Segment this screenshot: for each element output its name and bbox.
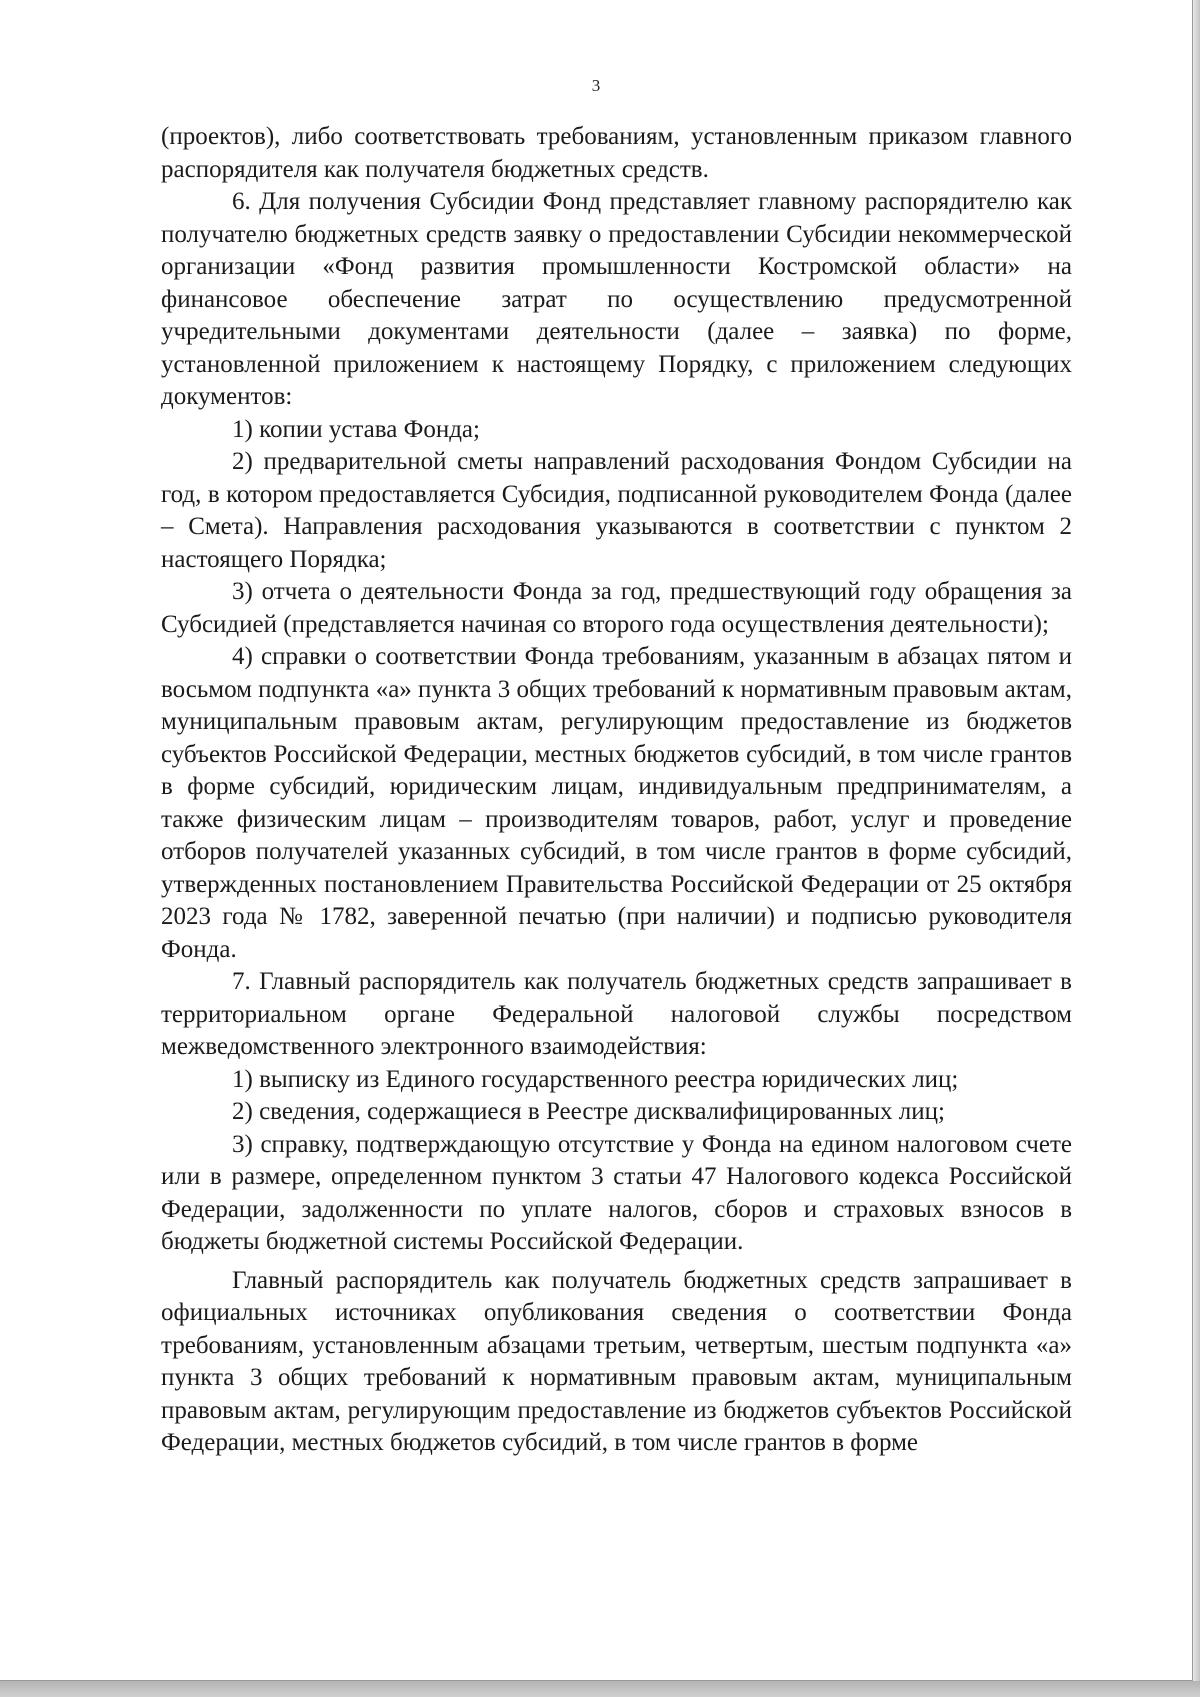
list-item-compliance-certificate: 4) справки о соответствии Фонда требованиям, указанным в абзацах пятом и восьмом подпункта «а» пункта 3 общих требований к нормативным правовым актам, муниципальным правовым актам, регулирующим предоставление из бюджетов субъектов Российской Федерации, местных бюджетов субсидий, в том числе грантов в форме субсидий, юридическим лицам, индивидуальным предпринимателям, а также физическим лицам – производителям товаров, работ, услуг и проведение отборов получателей указанных субсидий, в том числе грантов в форме субсидий, утвержденных постановлением Правительства Российской Федерации от 25 октября 2023 года № 1782, заверенной печатью (при наличии) и подписью руководителя Фонда.	[161, 643, 1072, 963]
paragraph-item-6: 6. Для получения Субсидии Фонд представляет главному распорядителю как получателю бюджетных средств заявку о предоставлении Субсидии некоммерческой организации «Фонд развития промышленности Костромской области» на финансовое обеспечение затрат по осуществлению предусмотренной учредительными документами деятельности (далее – заявка) по форме, установленной приложением к настоящему Порядку, с приложением следующих документов:	[161, 188, 1072, 410]
page-number: 3	[591, 76, 601, 95]
paragraph-official-sources: Главный распорядитель как получатель бюджетных средств запрашивает в официальных источниках опубликования сведения о соответствии Фонда требованиям, установленным абзацами третьим, четвертым, шестым подпункта «а» пункта 3 общих требований к нормативным правовым актам, муниципальным правовым актам, регулирующим предоставление из бюджетов субъектов Российской Федерации, местных бюджетов субсидий, в том числе грантов в форме	[161, 1266, 1072, 1456]
list-item-charter-copy: 1) копии устава Фонда;	[232, 415, 480, 443]
list-item-estimate: 2) предварительной сметы направлений расходования Фондом Субсидии на год, в котором предоставляется Субсидия, подписанной руководителем Фонда (далее – Смета). Направления расходования указываются в соответствии с пунктом 2 настоящего Порядка;	[161, 448, 1072, 573]
list-item-egrul-extract: 1) выписку из Единого государственного реестра юридических лиц;	[232, 1065, 959, 1093]
paragraph-item-7: 7. Главный распорядитель как получатель бюджетных средств запрашивает в территориальном органе Федеральной налоговой службы посредством межведомственного электронного взаимодействия:	[161, 968, 1072, 1060]
list-item-activity-report: 3) отчета о деятельности Фонда за год, предшествующий году обращения за Субсидией (представляется начиная со второго года осуществления деятельности);	[161, 578, 1072, 638]
scan-edge-bottom	[0, 1681, 1200, 1697]
paragraph-continuation: (проектов), либо соответствовать требованиям, установленным приказом главного распорядителя как получателя бюджетных средств.	[161, 123, 1072, 183]
document-body	[161, 121, 1072, 1460]
scan-edge-right	[1193, 0, 1200, 1697]
list-item-tax-debt-certificate: 3) справку, подтверждающую отсутствие у Фонда на едином налоговом счете или в размере, определенном пунктом 3 статьи 47 Налогового кодекса Российской Федерации, задолженности по уплате налогов, сборов и страховых взносов в бюджеты бюджетной системы Российской Федерации.	[161, 1130, 1072, 1255]
list-item-disqualified-registry: 2) сведения, содержащиеся в Реестре дисквалифицированных лиц;	[232, 1098, 945, 1125]
